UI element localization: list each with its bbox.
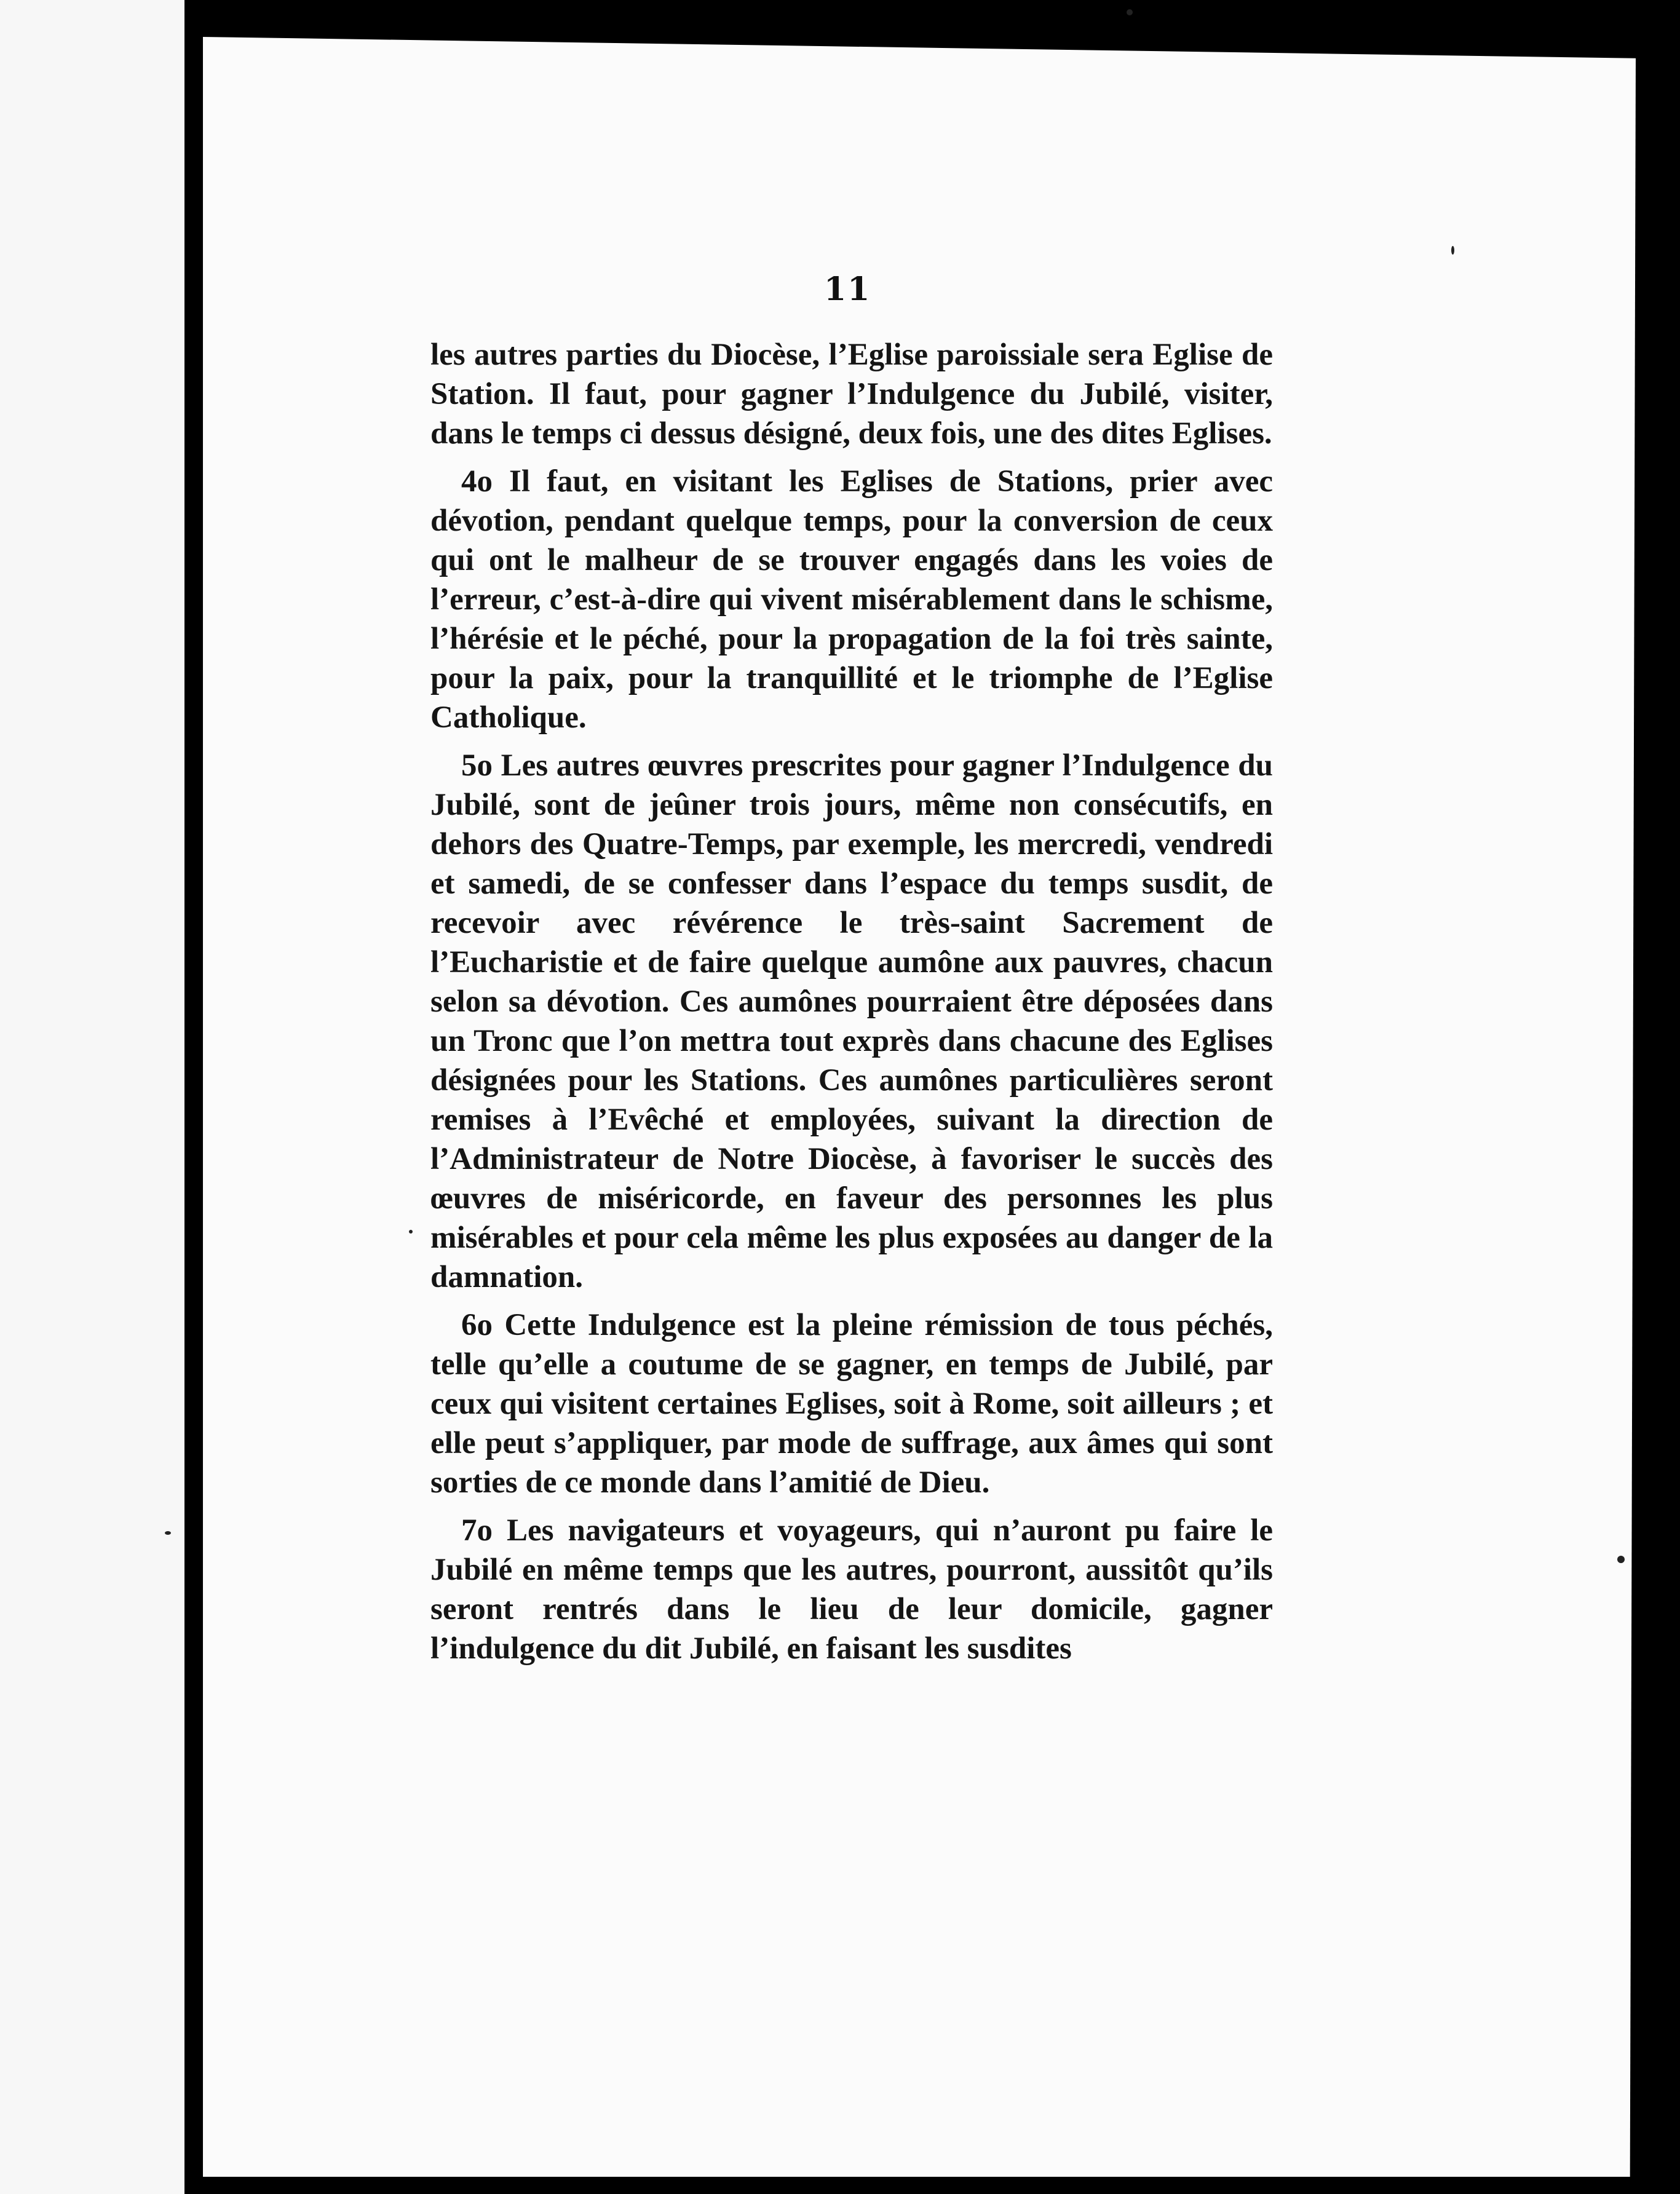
scan-speck xyxy=(1617,1556,1625,1563)
page-number: 11 xyxy=(824,271,871,308)
paragraph-3: 5o Les autres œuvres prescrites pour gagner l’Indulgence du Jubilé, sont de jeûner trois jours, même non consécutifs, en dehors des Quatre-Temps, par exemple, les mercredi, vendredi et samedi, de se confesser dans l’espace du temps susdit, de recevoir avec révérence le très-saint Sacrement de l’Eucharistie et de faire quelque aumône aux pauvres, chacun selon sa dévotion. Ces aumônes pourraient être déposées dans un Tronc que l’on mettra tout exprès dans chacune des Eglises désignées pour les Stations. Ces aumônes particulières seront remises à l’Evêché et employées, suivant la direction de l’Administrateur de Notre Diocèse, à favoriser le succès des œuvres de miséricorde, en faveur des personnes les plus misérables et pour cela même les plus exposées au danger de la damnation. xyxy=(430,748,1273,1294)
scan-speck xyxy=(1127,9,1133,15)
paragraph-2: 4o Il faut, en visitant les Eglises de Stations, prier avec dévotion, pendant quelque temps, pour la conversion de ceux qui ont le malheur de se trouver engagés dans les voies de l’erreur, c’est-à-dire qui vivent misérablement dans le schisme, l’hérésie et le péché, pour la propagation de la foi très sainte, pour la paix, pour la tranquillité et le triomphe de l’Eglise Catholique. xyxy=(430,464,1273,735)
scan-speck xyxy=(1451,246,1454,255)
left-page-margin xyxy=(0,0,184,2194)
scan-speck xyxy=(409,1230,413,1234)
paragraph-4: 6o Cette Indulgence est la pleine rémission de tous péchés, telle qu’elle a coutume de se gagner, en temps de Jubilé, par ceux qui visitent certaines Eglises, soit à Rome, soit ailleurs ; et elle peut s’appliquer, par mode de suffrage, aux âmes qui sont sorties de ce monde dans l’amitié de Dieu. xyxy=(430,1308,1273,1500)
scan-speck xyxy=(165,1531,171,1535)
paragraph-1: les autres parties du Diocèse, l’Eglise paroissiale sera Eglise de Station. Il faut, pour gagner l’Indulgence du Jubilé, visiter, dans le temps ci dessus désigné, deux fois, une des dites Eglises. xyxy=(430,338,1273,451)
left-page-edge xyxy=(192,0,196,2194)
paragraph-5: 7o Les navigateurs et voyageurs, qui n’auront pu faire le Jubilé en même temps que les autres, pourront, aussitôt qu’ils seront rentrés dans le lieu de leur domicile, gagner l’indulgence du dit Jubilé, en faisant les susdites xyxy=(430,1513,1273,1666)
body-text xyxy=(430,335,1273,1677)
